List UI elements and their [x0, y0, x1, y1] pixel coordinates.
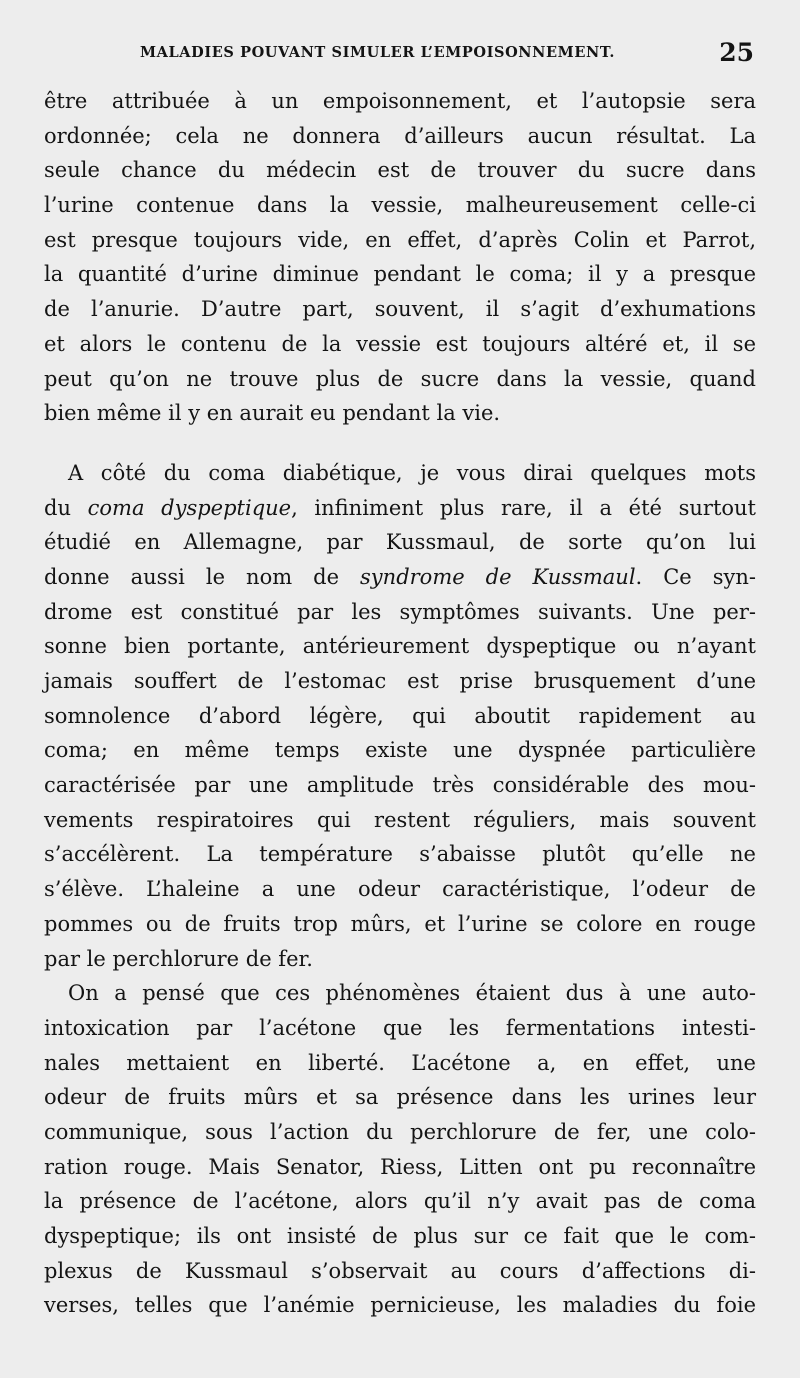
text-line: seule chance du médecin est de trouver du sucre dans — [44, 158, 756, 183]
text-line: intoxication par l’acétone que les fermentations intesti- — [44, 1015, 756, 1040]
text-line: l’urine contenue dans la vessie, malheureusement celle-ci — [44, 193, 756, 218]
text-line: dyspeptique; ils ont insisté de plus sur ce fait que le com- — [44, 1224, 756, 1248]
italic-term: coma dyspeptique — [87, 495, 292, 520]
text-line: la présence de l’acétone, alors qu’il n’y avait pas de coma — [44, 1189, 756, 1214]
paragraph-gap — [44, 431, 756, 456]
text-line: verses, telles que l’anémie pernicieuse, les maladies du foie — [44, 1293, 756, 1318]
text-line: pommes ou de fruits trop mûrs, et l’urine se colore en rouge — [44, 911, 756, 936]
text-line: s’élève. L’haleine a une odeur caractéristique, l’odeur de — [44, 877, 756, 902]
paragraph-1 — [44, 84, 756, 431]
text-line: ration rouge. Mais Senator, Riess, Litten ont pu reconnaître — [44, 1154, 756, 1179]
text-line: drome est constitué par les symptômes suivants. Une per- — [44, 599, 756, 624]
text-line: du coma dyspeptique, infiniment plus rare, il a été surtout — [44, 495, 756, 520]
running-head: MALADIES POUVANT SIMULER L’EMPOISONNEMENT. — [140, 44, 615, 61]
text-line: peut qu’on ne trouve plus de sucre dans la vessie, quand — [44, 366, 756, 391]
text-line: vements respiratoires qui restent réguliers, mais souvent — [44, 807, 756, 832]
text-line: la quantité d’urine diminue pendant le coma; il y a presque — [44, 262, 756, 287]
text-line: plexus de Kussmaul s’observait au cours d’affections di- — [44, 1258, 756, 1283]
text-line: bien même il y en aurait eu pendant la vie. — [44, 401, 501, 426]
italic-term: syndrome de Kussmaul — [360, 564, 636, 589]
text-line: donne aussi le nom de syndrome de Kussmaul. Ce syn- — [44, 564, 756, 589]
text-line: s’accélèrent. La température s’abaisse plutôt qu’elle ne — [44, 842, 756, 867]
page-header — [44, 40, 756, 82]
paragraph-2 — [44, 456, 756, 976]
text-line: être attribuée à un empoisonnement, et l’autopsie sera — [44, 89, 756, 113]
text-line: coma; en même temps existe une dyspnée particulière — [44, 738, 756, 763]
page-number: 25 — [719, 38, 754, 67]
text-line: sonne bien portante, antérieurement dyspeptique ou n’ayant — [44, 634, 756, 659]
text-line: communique, sous l’action du perchlorure de fer, une colo- — [44, 1119, 756, 1144]
text-line: ordonnée; cela ne donnera d’ailleurs aucun résultat. La — [44, 123, 756, 148]
paragraph-3 — [44, 976, 756, 1323]
text-line: de l’anurie. D’autre part, souvent, il s’agit d’exhumations — [44, 297, 756, 322]
text-line: On a pensé que ces phénomènes étaient dus à une auto- — [68, 981, 756, 1006]
text-line: caractérisée par une amplitude très considérable des mou- — [44, 773, 756, 798]
text-line: odeur de fruits mûrs et sa présence dans les urines leur — [44, 1085, 756, 1110]
text-line: et alors le contenu de la vessie est toujours altéré et, il se — [44, 331, 756, 356]
text-line: nales mettaient en liberté. L’acétone a, en effet, une — [44, 1050, 756, 1075]
text-line: par le perchlorure de fer. — [44, 946, 313, 971]
text-line: est presque toujours vide, en effet, d’après Colin et Parrot, — [44, 227, 756, 252]
text-line: A côté du coma diabétique, je vous dirai quelques mots — [68, 460, 756, 485]
text-line: étudié en Allemagne, par Kussmaul, de sorte qu’on lui — [44, 530, 756, 555]
text-line: somnolence d’abord légère, qui aboutit rapidement au — [44, 703, 756, 728]
text-line: jamais souffert de l’estomac est prise brusquement d’une — [44, 669, 756, 693]
